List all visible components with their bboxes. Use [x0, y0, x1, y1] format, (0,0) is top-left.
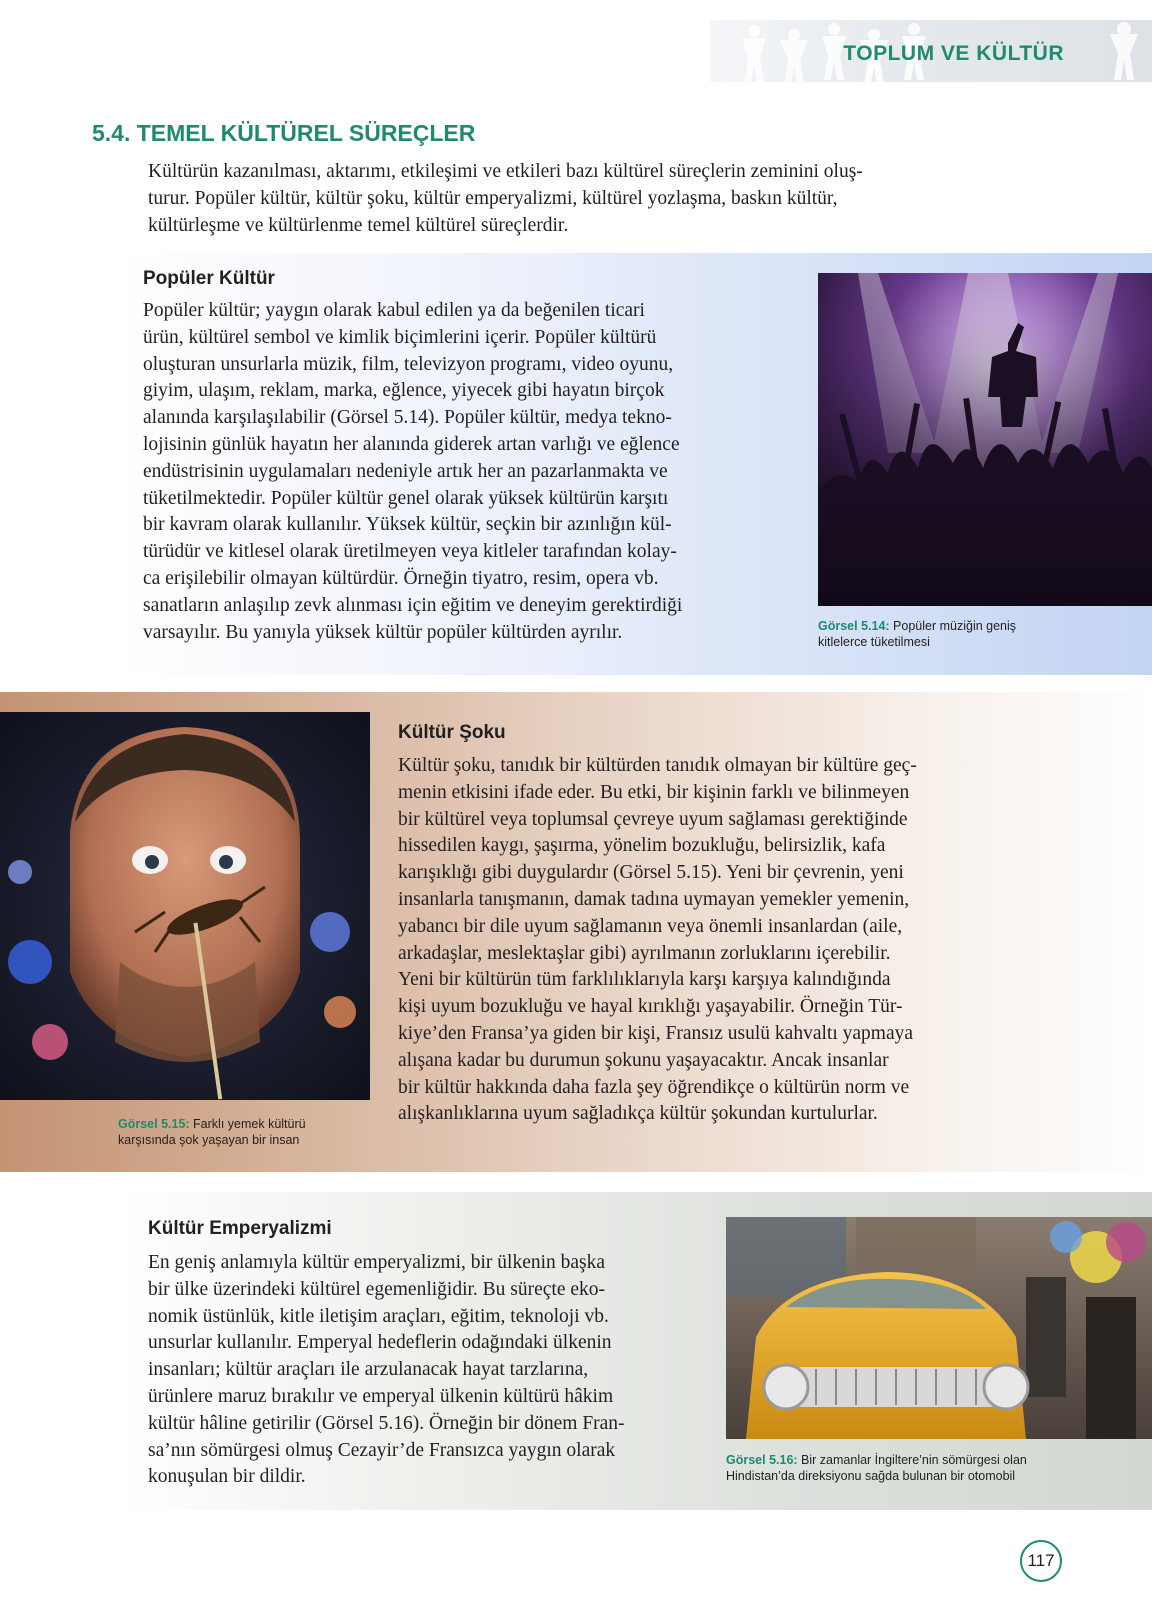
paragraph-line: arkadaşlar, meslektaşlar gibi) ayrılmanın zorluklarını içerebilir.	[398, 942, 891, 964]
paragraph-line: bir ülke üzerindeki kültürel egemenliğidir. Bu süreçte eko-	[148, 1278, 606, 1300]
paragraph-line: yabancı bir dile uyum sağlamanın veya önemli insanlardan (aile,	[398, 915, 903, 937]
paragraph-line: sa’nın sömürgesi olmuş Cezayir’de Fransızca yaygın olarak	[148, 1439, 616, 1461]
caption-label: Görsel 5.16:	[726, 1453, 798, 1467]
paragraph-line: kültür hâline getirilir (Görsel 5.16). Örneğin bir dönem Fran-	[148, 1412, 625, 1434]
paragraph-line: ürün, kültürel sembol ve kimlik biçimlerini içerir. Popüler kültürü	[143, 326, 657, 348]
caption-text: Popüler müziğin geniş	[889, 619, 1017, 633]
intro-line: turur. Popüler kültür, kültür şoku, kültür emperyalizmi, kültürel yozlaşma, baskın kültür,	[148, 188, 838, 209]
paragraph-line: alışkanlıklarına uyum sağladıkça kültür şokundan kurtulurlar.	[398, 1103, 878, 1125]
paragraph-line: insanlarla tanışmanın, damak tadına uymayan yemekler yemenin,	[398, 888, 910, 910]
gorsel-5-14-caption	[818, 618, 1118, 650]
intro-line: kültürleşme ve kültürlenme temel kültürel süreçlerdir.	[148, 215, 569, 236]
paragraph-line: oluşturan unsurlarla müzik, film, televizyon programı, video oyunu,	[143, 353, 674, 375]
paragraph-line: endüstrisinin uygulamaları nedeniyle artık her an pazarlanmakta ve	[143, 460, 668, 482]
paragraph-line: kişi uyum bozukluğu ve hayal kırıklığı yaşayabilir. Örneğin Tür-	[398, 996, 903, 1018]
kultur-emperyalizmi-paragraph	[148, 1250, 708, 1491]
populer-kultur-heading: Popüler Kültür	[143, 268, 275, 289]
paragraph-line: tüketilmektedir. Popüler kültür genel olarak yüksek kültürün karşıtı	[143, 487, 669, 509]
paragraph-line: Popüler kültür; yaygın olarak kabul edilen ya da beğenilen ticari	[143, 300, 645, 321]
caption-text: Hindistan’da direksiyonu sağda bulunan bir otomobil	[726, 1469, 1016, 1483]
paragraph-line: hissedilen kaygı, şaşırma, yönelim bozukluğu, belirsizlik, kafa	[398, 835, 886, 857]
paragraph-line: türüdür ve kitlesel olarak üretilmeyen veya kitleler tarafından kolay-	[143, 541, 677, 563]
kultur-soku-heading: Kültür Şoku	[398, 722, 506, 743]
paragraph-line: lojisinin günlük hayatın her alanında giderek artan varlığı ve eğlence	[143, 433, 680, 455]
caption-text: Farklı yemek kültürü	[189, 1117, 306, 1131]
caption-label: Görsel 5.14:	[818, 619, 890, 633]
paragraph-line: kiye’den Fransa’ya giden bir kişi, Fransız usulü kahvaltı yapmaya	[398, 1022, 913, 1044]
paragraph-line: alanında karşılaşılabilir (Görsel 5.14). Popüler kültür, medya tekno-	[143, 407, 672, 429]
paragraph-line: nomik üstünlük, kitle iletişim araçları, eğitim, teknoloji vb.	[148, 1305, 609, 1327]
paragraph-line: Yeni bir kültürün tüm farklılıklarıyla karşı karşıya kalındığında	[398, 969, 891, 991]
paragraph-line: ca erişilebilir olmayan kültürdür. Örneğin tiyatro, resim, opera vb.	[143, 567, 659, 589]
paragraph-line: konuşulan bir dildir.	[148, 1466, 306, 1488]
concert-photo	[818, 273, 1152, 606]
paragraph-line: alışana kadar bu durumun şokunu yaşayacaktır. Ancak insanlar	[398, 1049, 889, 1071]
kultur-soku-paragraph	[398, 753, 1038, 1128]
header-title: TOPLUM VE KÜLTÜR	[843, 42, 1064, 65]
paragraph-line: karışıklığı gibi duygulardır (Görsel 5.15). Yeni bir çevrenin, yeni	[398, 862, 904, 884]
paragraph-line: giyim, ulaşım, reklam, marka, eğlence, yiyecek gibi hayatın birçok	[143, 380, 665, 402]
paragraph-line: En geniş anlamıyla kültür emperyalizmi, bir ülkenin başka	[148, 1252, 606, 1273]
paragraph-line: menin etkisini ifade eder. Bu etki, bir kişinin farklı ve bilinmeyen	[398, 781, 910, 803]
paragraph-line: insanları; kültür araçları ile arzulanacak hayat tarzlarına,	[148, 1359, 589, 1381]
paragraph-line: ürünlere maruz bırakılır ve emperyal ülkenin kültürü hâkim	[148, 1385, 614, 1407]
caption-text: karşısında şok yaşayan bir insan	[118, 1133, 300, 1147]
page-number: 117	[1020, 1540, 1062, 1582]
gorsel-5-16-caption	[726, 1452, 1126, 1484]
kultur-emperyalizmi-heading: Kültür Emperyalizmi	[148, 1218, 332, 1239]
populer-kultur-paragraph	[143, 298, 783, 646]
caption-text: kitlelerce tüketilmesi	[818, 635, 930, 649]
caption-text: Bir zamanlar İngiltere’nin sömürgesi olan	[797, 1453, 1027, 1467]
insect-eating-photo	[0, 712, 370, 1100]
paragraph-line: bir kültürel veya toplumsal çevreye uyum sağlaması gerektiğinde	[398, 808, 908, 830]
paragraph-line: bir kavram olarak kullanılır. Yüksek kültür, seçkin bir azınlığın kül-	[143, 514, 672, 536]
paragraph-line: Kültür şoku, tanıdık bir kültürden tanıdık olmayan bir kültüre geç-	[398, 755, 917, 776]
intro-line: Kültürün kazanılması, aktarımı, etkileşimi ve etkileri bazı kültürel süreçlerin zeminini oluş-	[148, 161, 863, 182]
gorsel-5-15-caption	[118, 1116, 378, 1148]
paragraph-line: bir kültür hakkında daha fazla şey öğrendikçe o kültürün norm ve	[398, 1076, 910, 1098]
paragraph-line: varsayılır. Bu yanıyla yüksek kültür popüler kültürden ayrılır.	[143, 621, 623, 643]
taxi-photo	[726, 1217, 1152, 1439]
intro-paragraph	[148, 158, 998, 239]
section-heading: 5.4. TEMEL KÜLTÜREL SÜREÇLER	[92, 120, 476, 146]
caption-label: Görsel 5.15:	[118, 1117, 190, 1131]
paragraph-line: unsurlar kullanılır. Emperyal hedeflerin odağındaki ülkenin	[148, 1332, 612, 1354]
paragraph-line: sanatların anlaşılıp zevk alınması için eğitim ve deneyim gerektirdiği	[143, 594, 683, 616]
